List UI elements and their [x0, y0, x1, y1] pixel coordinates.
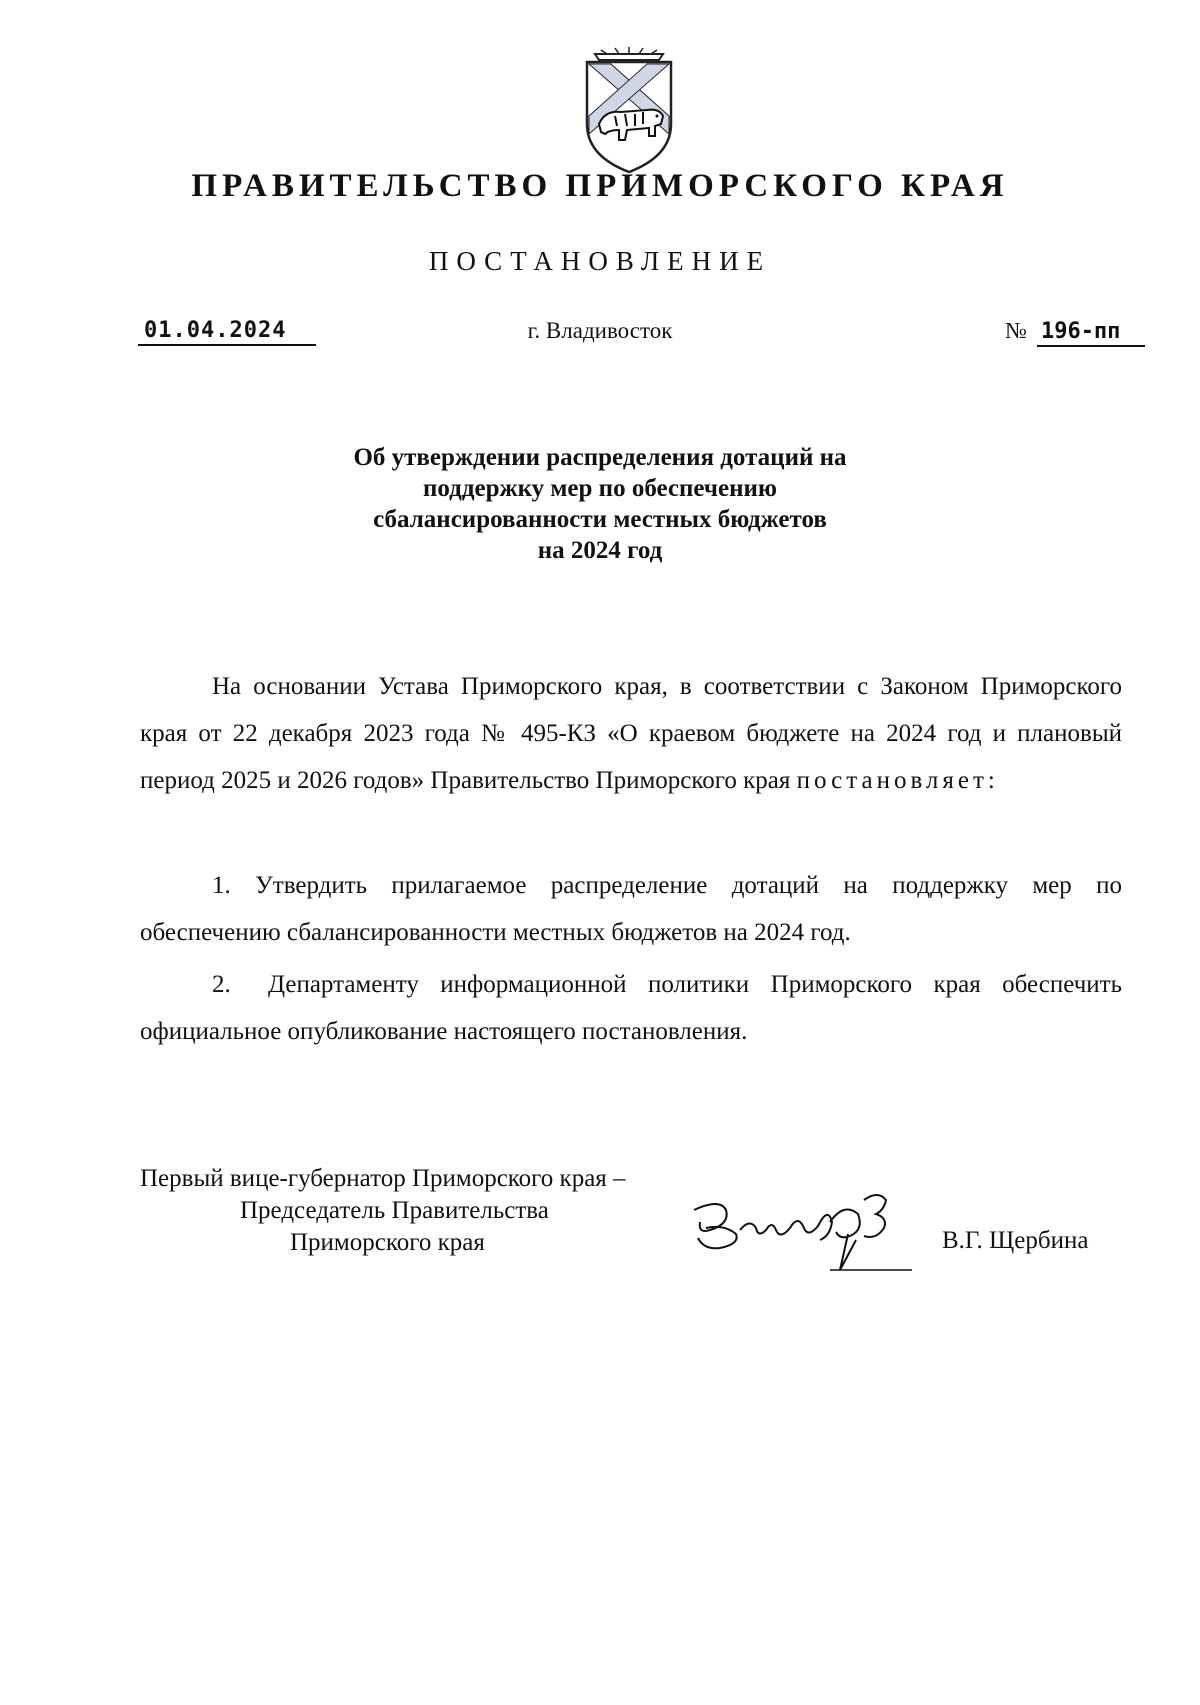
subject-line: Об утверждении распределения дотаций на	[353, 444, 847, 471]
subject-line: сбалансированности местных бюджетов	[373, 506, 827, 533]
signatory-position	[140, 1163, 700, 1259]
document-subject	[300, 442, 900, 566]
item-2-paragraph	[140, 961, 1122, 1055]
document-number: 196-пп	[1037, 319, 1145, 347]
position-line: Приморского края	[290, 1229, 485, 1256]
subject-line: поддержку мер по обеспечению	[423, 475, 777, 502]
item-2-number: 2.	[212, 971, 231, 998]
document-date: 01.04.2024	[138, 318, 316, 346]
position-line: Председатель Правительства	[240, 1197, 549, 1224]
government-title: ПРАВИТЕЛЬСТВО ПРИМОРСКОГО КРАЯ	[191, 168, 1009, 204]
document-city: г. Владивосток	[527, 318, 673, 343]
item-1-paragraph: 1. Утвердить прилагаемое распределение дотаций на поддержку мер по обеспечению сбалансированности местных бюджетов на 2024 год.	[140, 872, 1122, 946]
item-2-text: Департаменту информационной политики Приморского края обеспечить официальное опубликование настоящего постановления.	[140, 971, 1122, 1045]
subject-line: на 2024 год	[537, 537, 663, 564]
resolves-word: постановляет:	[796, 767, 999, 794]
document-number-label: №	[1005, 318, 1027, 343]
basis-text: На основании Устава Приморского края, в соответствии с Законом Приморского края от 22 декабря 2023 года № 495-КЗ «О краевом бюджете на 2024 год и плановый период 2025 и 2026 годов» Правительство Приморского края	[140, 673, 1122, 794]
position-line: Первый вице-губернатор Приморского края –	[140, 1165, 626, 1192]
handwritten-signature-icon	[680, 1170, 940, 1290]
document-number-field	[1005, 318, 1145, 347]
signatory-name: В.Г. Щербина	[942, 1227, 1089, 1254]
basis-paragraph	[140, 663, 1122, 804]
document-type: ПОСТАНОВЛЕНИЕ	[428, 246, 772, 276]
coat-of-arms-icon	[575, 46, 683, 178]
